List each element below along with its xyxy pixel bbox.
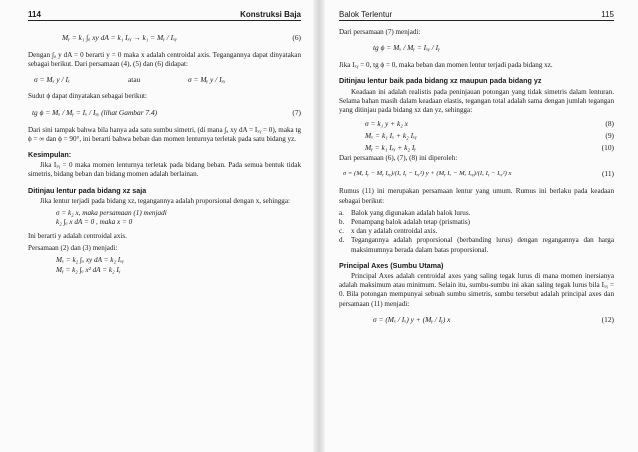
equation-group-moments: Mₓ = k₂ ∫ₐ xy dA = k₂ Iₓᵧ Mᵧ = k₂ ∫ₐ x² dA = k₂ Iᵧ — [56, 256, 124, 274]
equation-tg: tg ϕ = Mₓ / Mᵧ = Iₓᵧ / Iᵧ — [373, 43, 440, 53]
paragraph: Dari persamaan (7) menjadi: — [339, 28, 421, 36]
paragraph: Dengan ∫ₐ y dA = 0 berarti y = 0 maka x adalah centroidal axis. Tegangannya dapat dinyatakan sebagai berikut. Dari persamaan (4), (5) dan (6) didapat: — [28, 51, 301, 69]
equation-11: σ = (Mₓ Iᵧ − Mᵧ Iₓᵧ)/(Iₓ Iᵧ − Iₓᵧ²) y + (Mᵧ Iₓ − Mₓ Iₓᵧ)/(Iₓ Iᵧ − Iₓᵧ²) x (11) — [343, 169, 614, 179]
paragraph: Jika Iₓᵧ = 0, tg ϕ = 0, maka beban dan momen lentur terjadi pada bidang xz. — [339, 61, 553, 70]
equation-number: (11) — [601, 169, 614, 179]
paragraph: Jika Iₓᵧ = 0 maka momen lenturnya terletak pada bidang beban. Pada semua bentuk tidak simetris, bidang beban dan bidang momen adalah berlainan. — [28, 161, 301, 179]
paragraph: Rumus (11) ini merupakan persamaan lentur yang umum. Rumus ini berlaku pada keadaan sebagai berikut: — [339, 187, 614, 205]
list-item: c. x dan y adalah centroidal axis. — [339, 227, 438, 236]
running-title: Balok Terlentur — [339, 10, 393, 19]
paragraph: Keadaan ini adalah realistis pada peninjauan potongan yang tidak simetris dalam lenturan. Selama bahan masih dalam keadaan elastis, tegangan total adalah sama dengan jumlah tegangan yang ditinjau pada bidang xz dan yz, sehingga: — [339, 87, 614, 115]
equation-number: (10) — [601, 143, 614, 153]
conditions-list — [339, 209, 614, 255]
right-page — [319, 0, 638, 452]
section-heading-kesimpulan: Kesimpulan: — [28, 150, 72, 160]
equation-number: (7) — [292, 107, 301, 117]
right-page-body — [339, 28, 614, 333]
equation-6: Mᵧ = k₁ ∫ₐ xy dA = k₁ Iₓᵧ → k₁ = Mᵧ / Iₓᵧ (6) — [62, 33, 301, 42]
equation-number: (9) — [605, 131, 614, 141]
list-item: b. Penampang balok adalah tetap (prismatis) — [339, 218, 470, 227]
paragraph: Dari persamaan (6), (7), (8) ini diperoleh: — [339, 154, 458, 163]
equation-stress-pair: σ = Mₓ y / Iₓ atau σ = Mᵧ y / Iₓᵧ — [34, 75, 226, 85]
right-page-header — [339, 8, 614, 21]
page-number: 114 — [28, 10, 41, 19]
section-heading-both-planes: Ditinjau lentur baik pada bidang xz maupun pada bidang yz — [339, 76, 542, 86]
section-heading-xz: Ditinjau lentur pada bidang xz saja — [28, 185, 147, 195]
equation-12: σ = (Mₓ / Iₓ) y + (Mᵧ / Iᵧ) x (12) — [373, 314, 614, 324]
paragraph: Persamaan (2) dan (3) menjadi: — [28, 244, 118, 253]
left-page-body — [28, 28, 301, 279]
equation-number: (6) — [292, 33, 301, 42]
running-title: Konstruksi Baja — [240, 10, 301, 19]
paragraph: Ini berarti y adalah centroidal axis. — [28, 231, 127, 240]
list-item: a. Balok yang digunakan adalah balok lurus. — [339, 208, 471, 217]
section-heading-principal-axes: Principal Axes (Sumbu Utama) — [339, 260, 444, 270]
equation-7: tg ϕ = Mₓ / Mᵧ = Iₓ / Iₓᵧ (lihat Gambar 7.4) (7) — [32, 107, 301, 117]
equation-number: (8) — [605, 119, 614, 129]
equation-group-k2: σ = k₂ x, maka persamaan (1) menjadi k₂ ∫ₐ x dA = 0 , maka x = 0 — [56, 209, 167, 227]
paragraph: Sudut ϕ dapat dinyatakan sebagai berikut: — [28, 92, 147, 101]
equation-10: Mᵧ = k₁ Iₓᵧ + k₂ Iᵧ (10) — [365, 143, 614, 153]
page-number: 115 — [601, 10, 614, 19]
paragraph: Principal Axes adalah centroidal axes yang saling tegak lurus di mana momen inersianya adalah maksimum atau minimum. Selain itu, sumbu-sumbu ini akan saling tegak lurus bila Iₓᵧ = 0. Bila potongan mempunyai sebuah sumbu simetris, sumbu tersebut adalah principal axes dan persamaan (11) menjadi: — [339, 272, 614, 308]
left-page-header — [28, 8, 301, 21]
paragraph: Jika lentur terjadi pada bidang xz, tegangannya adalah proporsional dengan x, sehingga: — [40, 196, 290, 205]
paragraph: Dari sini tampak bahwa bila hanya ada satu sumbu simetri, (di mana ∫ₐ xy dA = Iₓᵧ = 0), maka tg ϕ = ∞ dan ϕ = 90°, ini berarti bahwa beban dan momen lenturnya terletak pada satu bidang yz. — [28, 125, 301, 143]
equation-number: (12) — [601, 314, 614, 324]
equation-9: Mₓ = k₁ Iₓ + k₂ Iₓᵧ (9) — [365, 131, 614, 141]
list-item: d. Tegangannya adalah proporsional (berbanding lurus) dengan regangannya dan harga maksimumnya berada dalam batas proporsional. — [339, 236, 614, 254]
equation-8: σ = k₁ y + k₂ x (8) — [365, 119, 614, 129]
